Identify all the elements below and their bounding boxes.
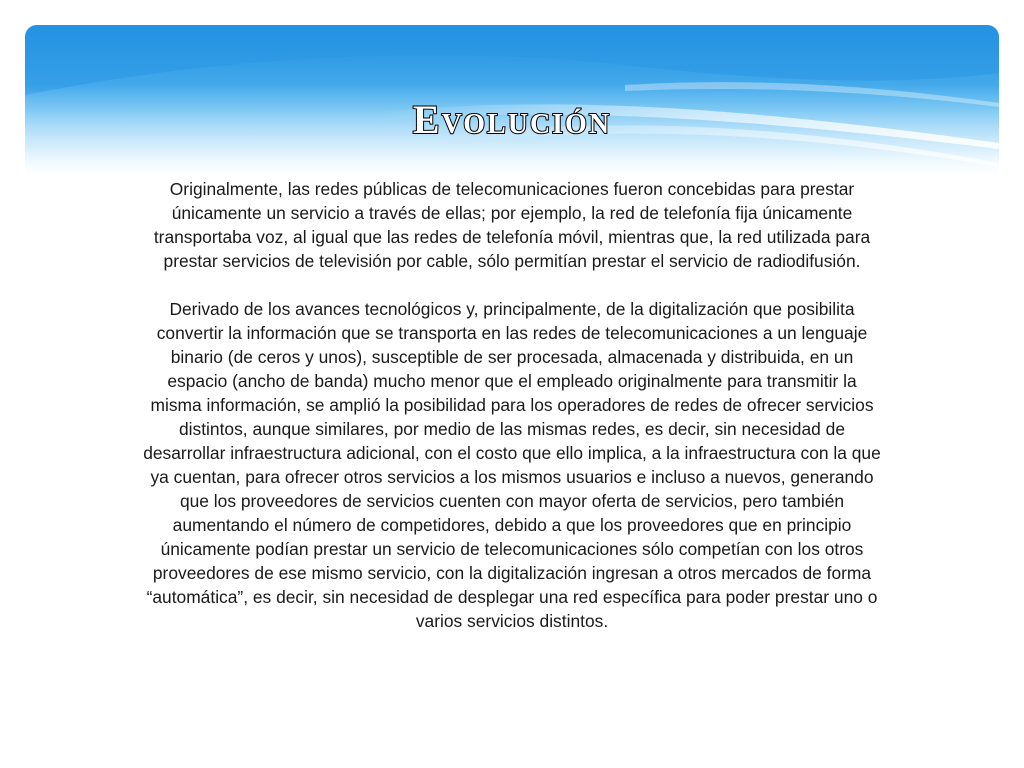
slide-body <box>140 177 884 633</box>
slide-title: Evolución <box>412 97 612 142</box>
paragraph-digitalization: Derivado de los avances tecnológicos y, principalmente, de la digitalización que posibilita convertir la información que se transporta en las redes de telecomunicaciones a un lenguaje binario (de ceros y unos), susceptible de ser procesada, almacenada y distribuida, en un espacio (ancho de banda) mucho menor que el empleado originalmente para transmitir la misma información, se amplió la posibilidad para los operadores de redes de ofrecer servicios distintos, aunque similares, por medio de las mismas redes, es decir, sin necesidad de desarrollar infraestructura adicional, con el costo que ello implica, a la infraestructura con la que ya cuentan, para ofrecer otros servicios a los mismos usuarios e incluso a nuevos, generando que los proveedores de servicios cuenten con mayor oferta de servicios, pero también aumentando el número de competidores, debido a que los proveedores que en principio únicamente podían prestar un servicio de telecomunicaciones sólo competían con los otros proveedores de ese mismo servicio, con la digitalización ingresan a otros mercados de forma “automática”, es decir, sin necesidad de desplegar una red específica para poder prestar uno o varios servicios distintos. <box>143 299 881 631</box>
paragraph-origin: Originalmente, las redes públicas de telecomunicaciones fueron concebidas para prestar únicamente un servicio a través de ellas; por ejemplo, la red de telefonía fija únicamente transportaba voz, al igual que las redes de telefonía móvil, mientras que, la red utilizada para prestar servicios de televisión por cable, sólo permitían prestar el servicio de radiodifusión. <box>153 179 871 271</box>
